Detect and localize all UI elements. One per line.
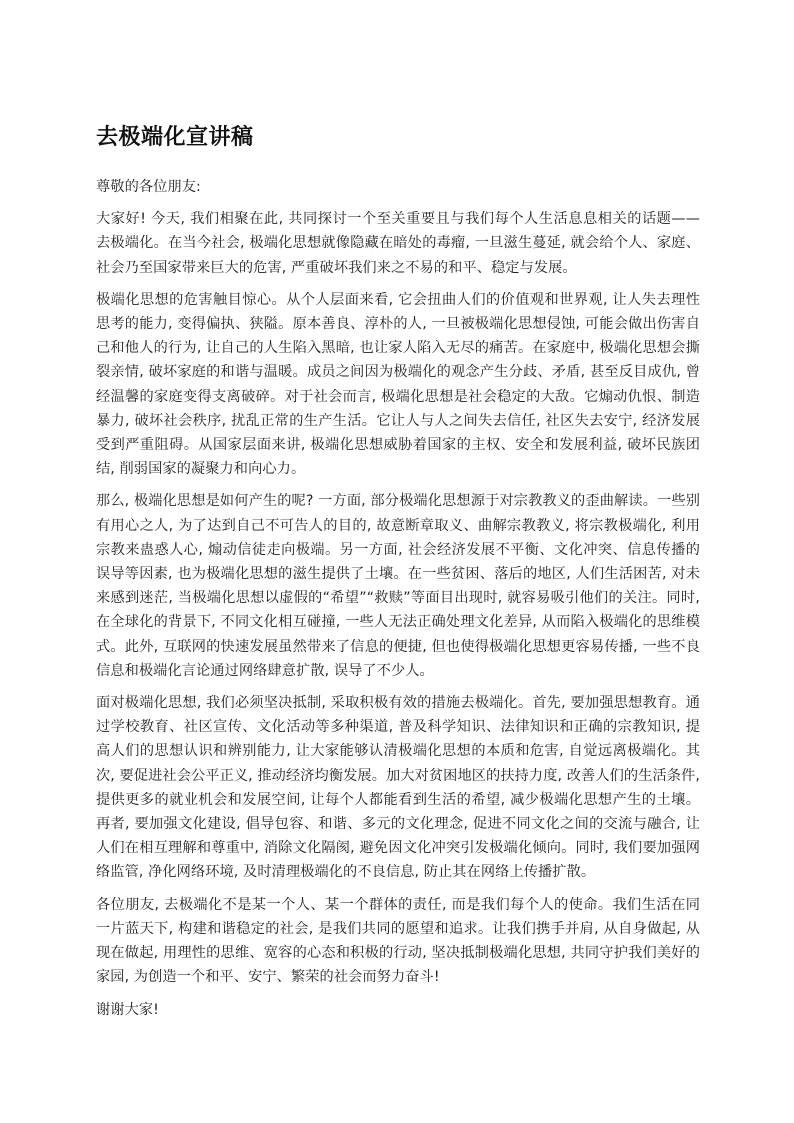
document-page [96,118,700,1030]
paragraph-harms: 极端化思想的危害触目惊心。从个人层面来看, 它会扭曲人们的价值观和世界观, 让人失去理性思考的能力, 变得偏执、狭隘。原本善良、淳朴的人, 一旦被极端化思想侵蚀, 可能会做出伤害自己和他人的行为, 让自己的人生陷入黑暗, 也让家人陷入无尽的痛苦。在家庭中, 极端化思想会撕裂亲情, 破坏家庭的和谐与温暖。成员之间因为极端化的观念产生分歧、矛盾, 甚至反目成仇, 曾经温馨的家庭变得支离破碎。对于社会而言, 极端化思想是社会稳定的大敌。它煽动仇恨、制造暴力, 破坏社会秩序, 扰乱正常的生产生活。它让人与人之间失去信任, 社区失去安宁, 经济发展受到严重阻碍。从国家层面来讲, 极端化思想威胁着国家的主权、安全和发展利益, 破坏民族团结, 削弱国家的凝聚力和向心力。 [96,291,700,478]
paragraph-causes: 那么, 极端化思想是如何产生的呢? 一方面, 部分极端化思想源于对宗教教义的歪曲解读。一些别有用心之人, 为了达到自己不可告人的目的, 故意断章取义、曲解宗教教义, 将宗教极端化, 利用宗教来蛊惑人心, 煽动信徒走向极端。另一方面, 社会经济发展不平衡、文化冲突、信息传播的误导等因素, 也为极端化思想的滋生提供了土壤。在一些贫困、落后的地区, 人们生活困苦, 对未来感到迷茫, 当极端化思想以虚假的“希望”“救赎”等面目出现时, 就容易吸引他们的关注。同时, 在全球化的背景下, 不同文化相互碰撞, 一些人无法正确处理文化差异, 从而陷入极端化的思维模式。此外, 互联网的快速发展虽然带来了信息的便捷, 但也使得极端化思想更容易传播, 一些不良信息和极端化言论通过网络肆意扩散, 误导了不少人。 [96,493,700,679]
paragraph-greeting: 大家好! 今天, 我们相聚在此, 共同探讨一个至关重要且与我们每个人生活息息相关的话题—— 去极端化。在当今社会, 极端化思想就像隐藏在暗处的毒瘤, 一旦滋生蔓延, 就会给个人、家庭、社会乃至国家带来巨大的危害, 严重破坏我们来之不易的和平、稳定与发展。 [96,211,700,276]
document-title: 去极端化宣讲稿 [96,125,254,150]
paragraph-call-to-action: 各位朋友, 去极端化不是某一个人、某一个群体的责任, 而是我们每个人的使命。我们生活在同一片蓝天下, 构建和谐稳定的社会, 是我们共同的愿望和追求。让我们携手并肩, 从自身做起, 从现在做起, 用理性的思维、宽容的心态和积极的行动, 坚决抵制极端化思想, 共同守护我们美好的家园, 为创造一个和平、安宁、繁荣的社会而努力奋斗! [96,896,700,986]
paragraph-measures: 面对极端化思想, 我们必须坚决抵制, 采取积极有效的措施去极端化。首先, 要加强思想教育。通过学校教育、社区宣传、文化活动等多种渠道, 普及科学知识、法律知识和正确的宗教知识, 提高人们的思想认识和辨别能力, 让大家能够认清极端化思想的本质和危害, 自觉远离极端化。其次, 要促进社会公平正义, 推动经济均衡发展。加大对贫困地区的扶持力度, 改善人们的生活条件, 提供更多的就业机会和发展空间, 让每个人都能看到生活的希望, 减少极端化思想产生的土壤。再者, 要加强文化建设, 倡导包容、和谐、多元的文化理念, 促进不同文化之间的交流与融合, 让人们在相互理解和尊重中, 消除文化隔阂, 避免因文化冲突引发极端化倾向。同时, 我们要加强网络监管, 净化网络环境, 及时清理极端化的不良信息, 防止其在网络上传播扩散。 [96,695,700,881]
closing: 谢谢大家! [96,1001,159,1018]
salutation: 尊敬的各位朋友: [96,179,201,195]
